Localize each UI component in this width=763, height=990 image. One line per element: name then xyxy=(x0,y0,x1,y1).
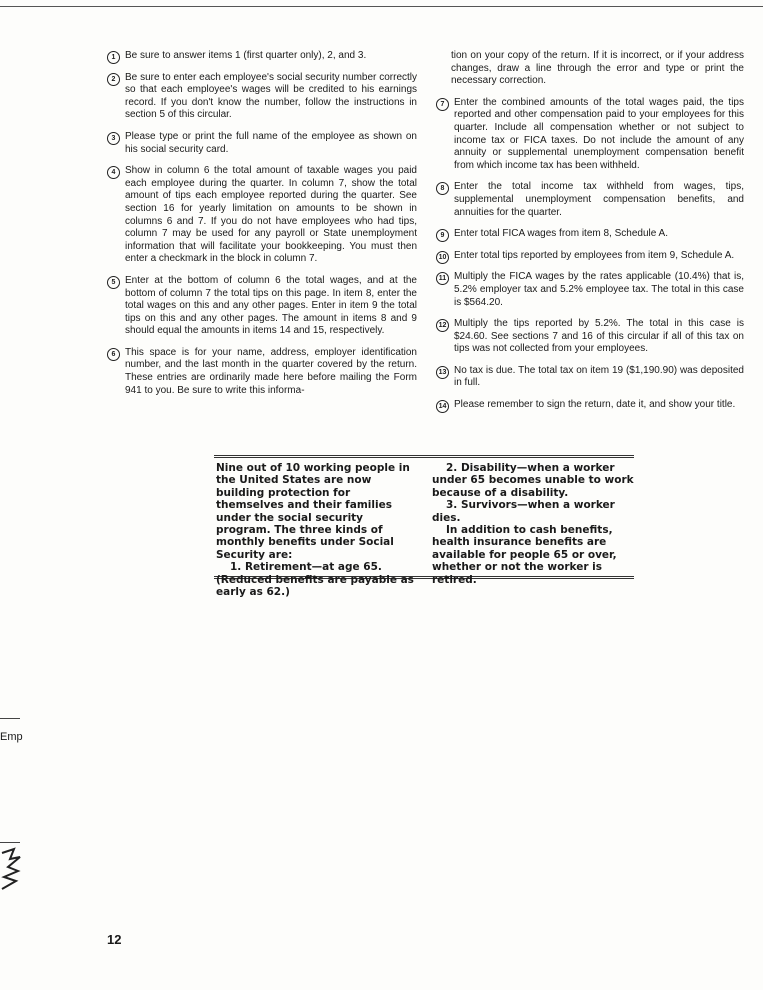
instruction-item-6 xyxy=(107,347,417,397)
margin-rule xyxy=(0,718,20,719)
instruction-item-10 xyxy=(436,250,744,263)
instruction-text: Be sure to enter each employee's social security number correctly so that each employee's wages will be credited to his earnings record. If you don't know the number, follow the instructions in section 5 of this circular. xyxy=(125,71,417,121)
margin-text-fragment: Emp xyxy=(0,731,23,743)
instruction-text: This space is for your name, address, employer identification number, and the last month in the quarter covered by the return. These entries are ordinarily made here before mailing the Form 941 to you. Be sure to write this informa- xyxy=(125,346,417,396)
info-box-intro: Nine out of 10 working people in the United States are now building protection for themselves and their families under the social security program. The three kinds of monthly benefits under Social Security are: xyxy=(216,462,410,561)
instruction-item-6-continued: tion on your copy of the return. If it is incorrect, or if your address changes, draw a line through the error and type or print the necessary correction. xyxy=(451,50,744,87)
instruction-item-8 xyxy=(436,181,744,219)
item-number-badge: 14 xyxy=(436,400,449,413)
item-number-badge: 9 xyxy=(436,229,449,242)
instruction-text: No tax is due. The total tax on item 19 ($1,190.90) was deposited in full. xyxy=(454,364,744,389)
item-number-badge: 6 xyxy=(107,348,120,361)
instruction-text: Enter at the bottom of column 6 the total wages, and at the bottom of column 7 the total tips on this page. In item 8, enter the total wages on this and any other pages. Enter in item 9 the total tips on this and any other pages. The amount in items 8 and 9 should equal the amounts in items 14 and 15, respectively. xyxy=(125,274,417,337)
item-number-badge: 13 xyxy=(436,366,449,379)
instruction-text: Be sure to answer items 1 (first quarter only), 2, and 3. xyxy=(125,50,367,61)
instruction-item-9 xyxy=(436,228,744,241)
social-security-info-box xyxy=(214,455,634,599)
instruction-item-7 xyxy=(436,97,744,173)
benefit-survivors: 3. Survivors—when a worker dies. xyxy=(432,499,615,524)
info-box-left xyxy=(216,462,420,598)
page-number: 12 xyxy=(107,932,122,947)
item-number-badge: 7 xyxy=(436,98,449,111)
item-number-badge: 1 xyxy=(107,51,120,64)
benefit-disability: 2. Disability—when a worker under 65 becomes unable to work because of a disability. xyxy=(432,462,634,499)
margin-rule xyxy=(0,842,20,843)
instruction-text: Enter the combined amounts of the total wages paid, the tips reported and other compensation paid to your employees for this quarter. Include all compensation whether or not subject to income tax or FICA taxes. Do not include the amount of any annuity or supplemental unemployment compensation benefit from which income tax has been withheld. xyxy=(454,96,744,171)
left-column xyxy=(107,50,417,406)
instruction-item-5 xyxy=(107,275,417,338)
item-number-badge: 5 xyxy=(107,276,120,289)
instruction-item-1 xyxy=(107,50,417,63)
instruction-item-4 xyxy=(107,165,417,266)
item-number-badge: 2 xyxy=(107,73,120,86)
instruction-item-13 xyxy=(436,365,744,390)
info-box-right xyxy=(432,462,636,586)
item-number-badge: 12 xyxy=(436,319,449,332)
benefit-retirement: 1. Retirement—at age 65. (Reduced benefits are payable as early as 62.) xyxy=(216,561,414,599)
item-number-badge: 4 xyxy=(107,166,120,179)
item-number-badge: 11 xyxy=(436,272,449,285)
instruction-item-12 xyxy=(436,318,744,356)
instruction-text: Please remember to sign the return, date it, and show your title. xyxy=(454,399,736,411)
instruction-text: Enter total tips reported by employees from item 9, Schedule A. xyxy=(454,249,735,261)
instruction-text: Enter the total income tax withheld from wages, tips, supplemental unemployment compensation benefits, and annuities for the quarter. xyxy=(454,181,744,218)
instruction-item-14 xyxy=(436,399,744,412)
right-column xyxy=(436,50,744,421)
instruction-item-2 xyxy=(107,72,417,122)
item-number-badge: 3 xyxy=(107,132,120,145)
instruction-text: Please type or print the full name of the employee as shown on his social security card. xyxy=(125,130,417,155)
printer-mark-icon xyxy=(0,845,22,893)
instruction-text: Multiply the FICA wages by the rates applicable (10.4%) that is, 5.2% employer tax and 5.2% employee tax. The total in this case is $564.20. xyxy=(454,271,744,308)
health-insurance-note: In addition to cash benefits, health insurance benefits are available for people 65 or over, whether or not the worker is retired. xyxy=(432,524,617,586)
instruction-text: Multiply the tips reported by 5.2%. The total in this case is $24.60. See sections 7 and 16 of this circular if all of this tax on tips was not collected from your employees. xyxy=(454,318,744,355)
instruction-item-11 xyxy=(436,271,744,309)
top-rule xyxy=(0,6,763,7)
instruction-item-3 xyxy=(107,131,417,156)
item-number-badge: 10 xyxy=(436,251,449,264)
item-number-badge: 8 xyxy=(436,182,449,195)
instruction-text: Show in column 6 the total amount of taxable wages you paid each employee during the quarter. In column 7, show the total amount of tips each employee reported during the quarter. See section 16 for yearly limitation on amounts to be shown in columns 6 and 7. If you do not have employees who had tips, column 7 may be used for any payroll or State unemployment information that will facilitate your bookkeeping. You must then enter a checkmark in the block in column 7. xyxy=(125,165,417,265)
instruction-text: Enter total FICA wages from item 8, Schedule A. xyxy=(454,228,668,240)
